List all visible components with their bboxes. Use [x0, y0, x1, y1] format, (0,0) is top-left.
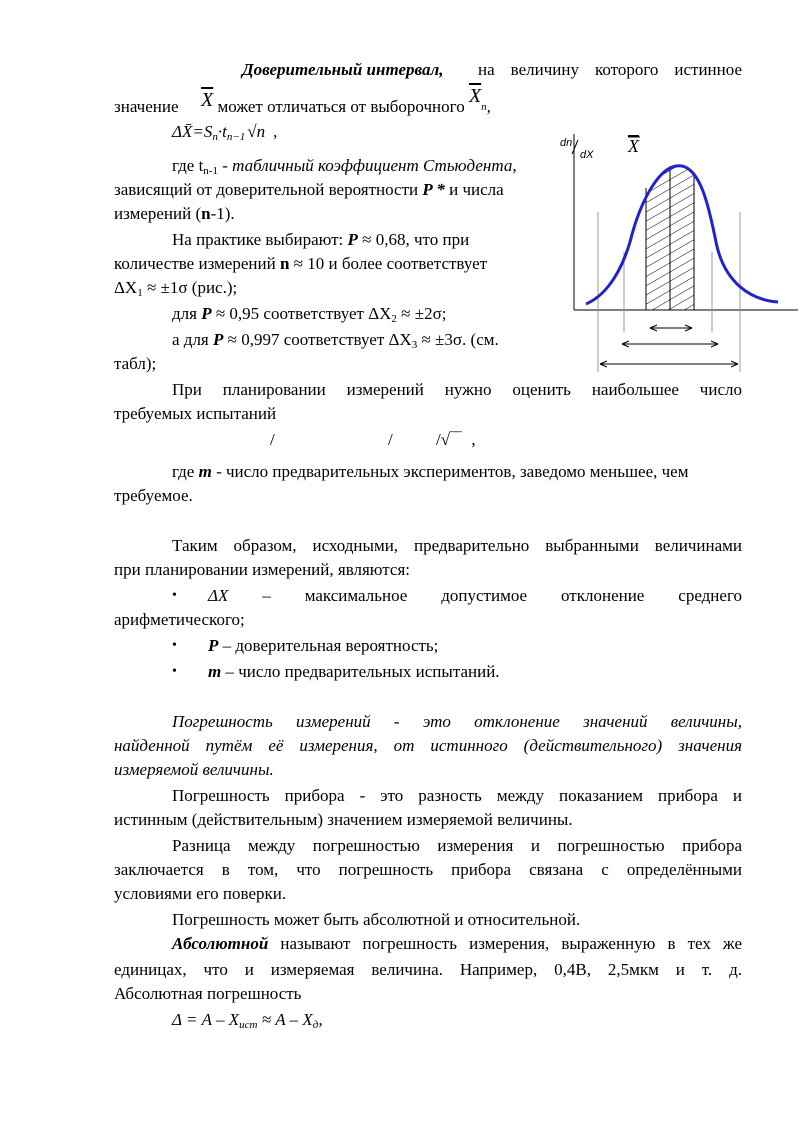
bullet-marker: •	[172, 588, 177, 603]
paragraph-line: а для P ≈ 0,997 соответствует $\Delta X_3 \approx \pm 3\sigma$. (см.	[172, 330, 499, 351]
x-bar-label: X	[628, 136, 639, 156]
paragraph-line: заключается в том, что погрешность прибора связана с определёнными	[114, 860, 742, 879]
paragraph-line: $\Delta X_1 \approx \pm 1\sigma$ (рис.);	[114, 278, 238, 299]
list-item-continuation: арифметического;	[114, 610, 245, 629]
formula-planning-part: /	[388, 430, 393, 449]
paragraph-line: Разница между погрешностью измерения и погрешностью прибора	[172, 836, 742, 855]
paragraph-line: условиями его поверки.	[114, 884, 287, 903]
x-n-symbol: $\overline{X}$	[468, 85, 482, 107]
fraction-slash	[572, 140, 578, 154]
paragraph-line: где m - число предварительных экспериментов, заведомо меньшее, чем	[172, 462, 689, 481]
definition-line: Погрешность измерений - это отклонение значений величины,	[172, 712, 742, 731]
formula-absolute-error: $\Delta = A - X_{ист} \approx A - X_д$,	[172, 1010, 323, 1031]
paragraph-line: при планировании измерений, являются:	[114, 560, 410, 579]
distribution-svg	[560, 132, 800, 382]
x-bar-symbol: $\overline{X}$	[201, 89, 214, 111]
paragraph-line: Абсолютная погрешность	[114, 984, 302, 1003]
list-item: P – доверительная вероятность;	[208, 636, 439, 655]
paragraph-line: табл);	[114, 354, 157, 373]
paragraph-line: количестве измерений n ≈ 10 и более соответствует	[114, 254, 488, 273]
bullet-marker: •	[172, 638, 177, 653]
paragraph-line: на величину которого истинное	[478, 60, 742, 79]
bullet-marker: •	[172, 664, 177, 679]
y-label-dx: dX	[580, 149, 594, 161]
paragraph-line: Погрешность прибора - это разность между показанием прибора и	[172, 786, 742, 805]
paragraph-line: Таким образом, исходными, предварительно выбранными величинами	[172, 536, 742, 555]
formula-planning-part: /√‾‾ ,	[436, 430, 476, 449]
paragraph-line: Абсолютной называют погрешность измерения, выраженную в тех же	[172, 934, 742, 953]
term-confidence-interval: Доверительный интервал,	[242, 60, 444, 79]
paragraph-line: для P ≈ 0,95 соответствует $\Delta X_2 \approx \pm 2\sigma$;	[172, 304, 447, 325]
paragraph-line: Погрешность может быть абсолютной и относительной.	[172, 910, 581, 929]
paragraph-line: требуемое.	[114, 486, 193, 505]
list-item: ΔX – максимальное допустимое отклонение среднего	[208, 586, 742, 605]
paragraph-line: где $t_{n-1}$ - табличный коэффициент Стьюдента,	[172, 156, 517, 177]
distribution-figure	[560, 132, 800, 382]
y-label-dn: dn	[560, 137, 573, 149]
definition-line: найденной путём её измерения, от истинного (действительного) значения	[114, 736, 742, 755]
paragraph-line: зависящий от доверительной вероятности P * и числа	[114, 180, 504, 199]
paragraph-line: требуемых испытаний	[114, 404, 277, 423]
formula-delta-x: $\Delta X̄=S_n\cdot t_{n-1}$ √n ,	[172, 122, 278, 143]
definition-line: измеряемой величины.	[114, 760, 274, 779]
paragraph-line: значение $\overline{X}$ может отличаться от выборочного $\overline{X}n$,	[114, 85, 491, 116]
paragraph-line: измерений (n-1).	[114, 204, 235, 223]
paragraph-line: истинным (действительным) значением измеряемой величины.	[114, 810, 573, 829]
paragraph-line: На практике выбирают: P ≈ 0,68, что при	[172, 230, 470, 249]
paragraph-line: единицах, что и измеряемая величина. Например, 0,4В, 2,5мкм и т. д.	[114, 960, 742, 979]
paragraph-line	[242, 58, 443, 82]
paragraph-line: При планировании измерений нужно оценить наибольшее число	[172, 380, 742, 399]
formula-planning: /	[270, 430, 275, 449]
list-item: m – число предварительных испытаний.	[208, 662, 500, 681]
